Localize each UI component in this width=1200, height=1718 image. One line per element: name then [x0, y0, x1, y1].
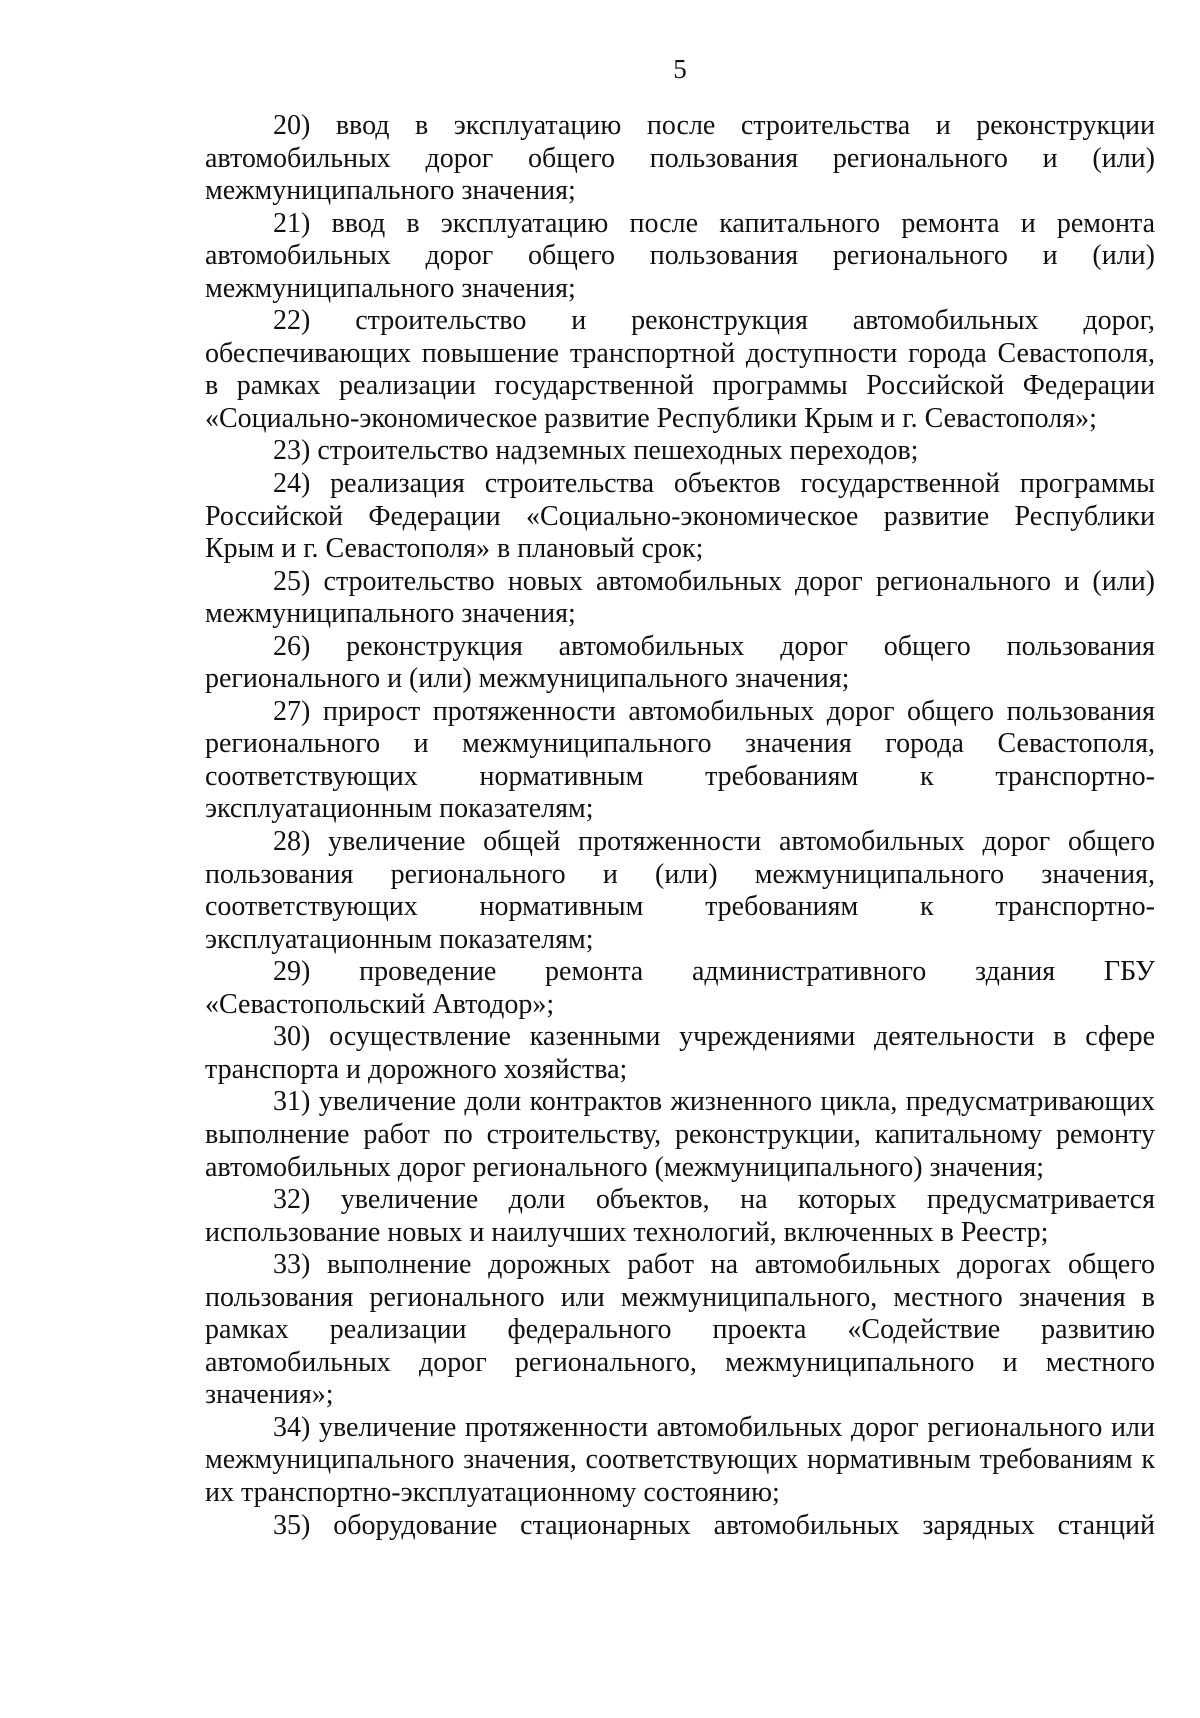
list-item-27: 27) прирост протяженности автомобильных дорог общего пользования регионального и межмуниципального значения города Севастополя, соответствующих нормативным требованиям к транспортно-эксплуатационным показателям; — [205, 695, 1155, 825]
list-item-23: 23) строительство надземных пешеходных переходов; — [273, 435, 919, 467]
list-item-24: 24) реализация строительства объектов государственной программы Российской Федерации «Социально-экономическое развитие Республики Крым и г. Севастополя» в плановый срок; — [205, 468, 1155, 565]
list-item-28: 28) увеличение общей протяженности автомобильных дорог общего пользования регионального и (или) межмуниципального значения, соответствующих нормативным требованиям к транспортно-эксплуатационным показателям; — [205, 826, 1155, 955]
list-item-29: 29) проведение ремонта административного здания ГБУ «Севастопольский Автодор»; — [205, 956, 1155, 1020]
document-body — [205, 110, 1155, 1542]
list-item-26: 26) реконструкция автомобильных дорог общего пользования регионального и (или) межмуниципального значения; — [205, 630, 1155, 695]
list-item-33: 33) выполнение дорожных работ на автомобильных дорогах общего пользования регионального или межмуниципального, местного значения в рамках реализации федерального проекта «Содействие развитию автомобильных дорог регионального, межмуниципального и местного значения»; — [205, 1249, 1155, 1411]
page-number: 5 — [673, 54, 687, 84]
list-item-31: 31) увеличение доли контрактов жизненного цикла, предусматривающих выполнение работ по строительству, реконструкции, капитальному ремонту автомобильных дорог регионального (межмуниципального) значения; — [205, 1086, 1155, 1183]
list-item-32: 32) увеличение доли объектов, на которых предусматривается использование новых и наилучших технологий, включенных в Реестр; — [205, 1184, 1155, 1248]
list-item-30: 30) осуществление казенными учреждениями деятельности в сфере транспорта и дорожного хозяйства; — [205, 1021, 1155, 1085]
list-item-20: 20) ввод в эксплуатацию после строительства и реконструкции автомобильных дорог общего пользования регионального и (или) межмуниципального значения; — [205, 110, 1155, 207]
list-item-21: 21) ввод в эксплуатацию после капитального ремонта и ремонта автомобильных дорог общего пользования регионального и (или) межмуниципального значения; — [205, 207, 1155, 304]
list-item-34: 34) увеличение протяженности автомобильных дорог регионального или межмуниципального значения, соответствующих нормативным требованиям к их транспортно-эксплуатационному состоянию; — [205, 1411, 1155, 1508]
list-item-25: 25) строительство новых автомобильных дорог регионального и (или) межмуниципального значения; — [205, 565, 1155, 630]
list-item-35: 35) оборудование стационарных автомобильных зарядных станций — [273, 1509, 1155, 1541]
list-item-22: 22) строительство и реконструкция автомобильных дорог, обеспечивающих повышение транспортной доступности города Севастополя, в рамках реализации государственной программы Российской Федерации «Социально-экономическое развитие Республики Крым и г. Севастополя»; — [205, 305, 1155, 434]
